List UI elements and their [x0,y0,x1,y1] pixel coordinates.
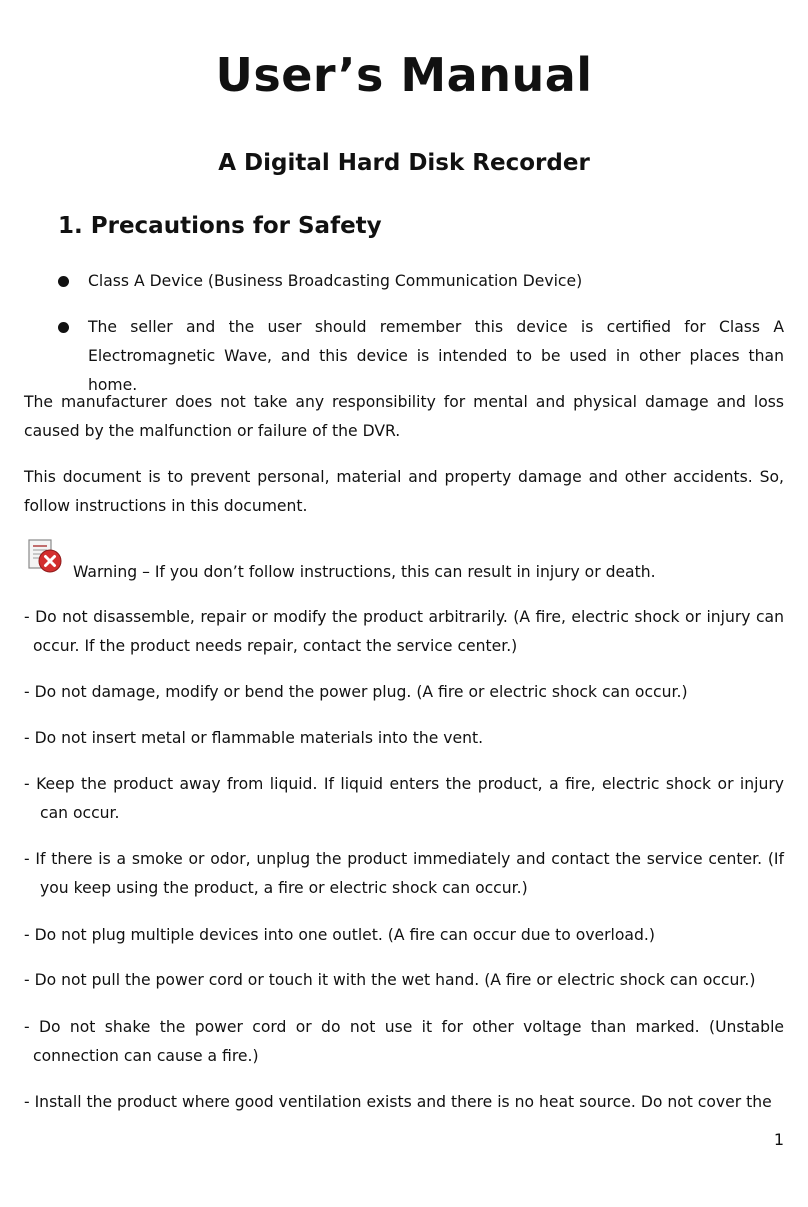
bullet-item [58,313,784,400]
page-title: User’s Manual [215,48,593,102]
purpose-paragraph: This document is to prevent personal, material and property damage and other accidents. So, follow instructions in this document. [24,468,784,515]
warning-document-icon [26,538,64,576]
warning-row [26,538,786,582]
instruction-item: - Keep the product away from liquid. If liquid enters the product, a fire, electric shock or injury can occur. [24,775,784,822]
instruction-item: - Do not shake the power cord or do not use it for other voltage than marked. (Unstable connection can cause a fire.) [24,1018,784,1065]
bullet-text: The seller and the user should remember this device is certified for Class A Electromagnetic Wave, and this device is intended to be used in other places than home. [88,318,784,394]
instruction-item: - Do not pull the power cord or touch it with the wet hand. (A fire or electric shock can occur.) [24,971,756,989]
section-heading: 1. Precautions for Safety [58,213,382,239]
bullet-dot-icon [58,322,69,333]
bullet-item [58,267,784,296]
instruction-item: - Do not insert metal or flammable materials into the vent. [24,729,484,747]
instruction-item: - Do not disassemble, repair or modify the product arbitrarily. (A fire, electric shock or injury can occur. If the product needs repair, contact the service center.) [24,608,784,655]
bullet-text: Class A Device (Business Broadcasting Communication Device) [88,272,583,290]
bullet-dot-icon [58,276,69,287]
page-number: 1 [773,1130,784,1149]
warning-text: Warning – If you don’t follow instructions, this can result in injury or death. [73,563,656,581]
document-subtitle: A Digital Hard Disk Recorder [218,150,590,176]
instruction-item: - If there is a smoke or odor, unplug the product immediately and contact the service center. (If you keep using the product, a fire or electric shock can occur.) [24,850,784,897]
instruction-item: - Install the product where good ventilation exists and there is no heat source. Do not cover the [24,1093,772,1111]
instruction-item: - Do not plug multiple devices into one outlet. (A fire can occur due to overload.) [24,926,655,944]
instruction-item: - Do not damage, modify or bend the power plug. (A fire or electric shock can occur.) [24,683,688,701]
disclaimer-paragraph: The manufacturer does not take any responsibility for mental and physical damage and loss caused by the malfunction or failure of the DVR. [24,393,784,440]
